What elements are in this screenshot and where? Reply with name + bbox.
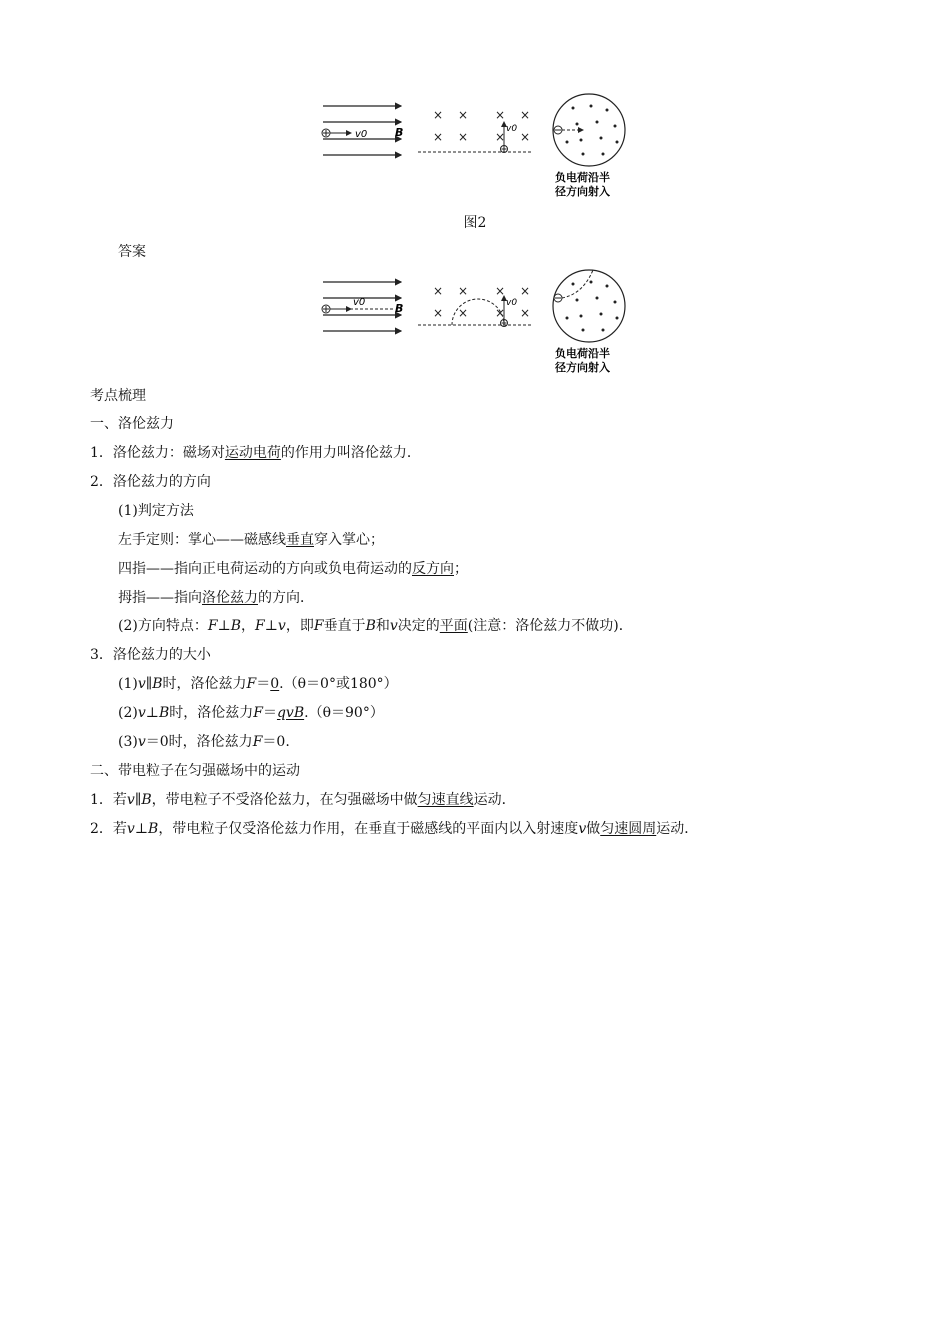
point-2-1: (1)判定方法 [118,503,194,519]
v0-label-2: v0 [506,298,518,308]
curved-trajectory [562,270,593,298]
b-label: B [395,126,404,139]
heading-motion: 二、带电粒子在匀强磁场中的运动 [90,763,300,779]
heading-lorentz-force: 一、洛伦兹力 [90,416,174,432]
answer-underline: qvB [276,705,305,721]
point-2: 2．洛伦兹力的方向 [90,474,211,490]
answer-underline: 垂直 [286,532,314,548]
motion-point-1: 1．若v∥B，带电粒子不受洛伦兹力，在匀强磁场中做匀速直线运动． [90,792,516,808]
circle-label-2: 径方向射入 [555,361,610,374]
answer-underline: 洛伦兹力 [202,590,258,606]
svg-text:×: × [520,284,531,298]
svg-text:×: × [495,130,506,144]
answer-underline: 运动电荷 [224,445,281,461]
figure-caption: 图2 [463,215,487,231]
svg-text:×: × [433,284,444,298]
point-2-5: (2)方向特点：F⊥B，F⊥v，即F垂直于B和v决定的平面(注意：洛伦兹力不做功)． [118,618,633,634]
svg-text:×: × [458,130,469,144]
svg-text:×: × [433,108,444,122]
svg-text:×: × [433,130,444,144]
answer-figure [315,268,635,380]
v0-label-2: v0 [506,124,518,134]
svg-text:×: × [495,284,506,298]
svg-text:×: × [495,108,506,122]
svg-text:×: × [458,306,469,320]
answer-underline: 匀速直线 [417,792,474,808]
section-title: 考点梳理 [90,388,146,404]
point-2-4: 拇指——指向洛伦兹力的方向． [118,590,314,606]
v0-label: v0 [355,129,368,140]
answer-figure-svg [315,268,635,380]
point-3-1: (1)v∥B时，洛伦兹力F＝0.（θ＝0°或180°） [118,676,398,692]
svg-text:×: × [433,306,444,320]
svg-text:×: × [520,306,531,320]
point-2-2: 左手定则：掌心——磁感线垂直穿入掌心； [118,532,384,548]
v0-label: v0 [353,297,366,308]
answer-underline: 0 [270,676,280,692]
svg-text:×: × [520,108,531,122]
point-3-3: (3)v＝0时，洛伦兹力F＝0. [118,734,290,750]
svg-text:×: × [458,284,469,298]
point-3: 3．洛伦兹力的大小 [90,647,211,663]
answer-underline: 平面 [439,618,468,634]
dot-field [566,281,619,332]
circle-label-1: 负电荷沿半 [555,347,610,360]
circle-label-2: 径方向射入 [555,185,610,198]
answer-underline: 反方向 [412,561,454,577]
figure-2 [315,92,635,204]
motion-point-2: 2．若v⊥B，带电粒子仅受洛伦兹力作用，在垂直于磁感线的平面内以入射速度v做匀速圆周运动． [90,821,699,837]
point-2-3: 四指——指向正电荷运动的方向或负电荷运动的反方向； [118,561,468,577]
svg-text:×: × [520,130,531,144]
point-1: 1．洛伦兹力：磁场对运动电荷的作用力叫洛伦兹力． [90,445,421,461]
b-label: B [395,302,404,315]
svg-text:×: × [495,306,506,320]
answer-underline: 匀速圆周 [600,821,657,837]
answer-label: 答案 [118,244,146,260]
circle-label-1: 负电荷沿半 [555,171,610,184]
point-3-2: (2)v⊥B时，洛伦兹力F＝qvB.（θ＝90°） [118,705,384,721]
dot-field-circle [553,270,625,342]
figure-2-svg [315,92,635,204]
svg-text:×: × [458,108,469,122]
